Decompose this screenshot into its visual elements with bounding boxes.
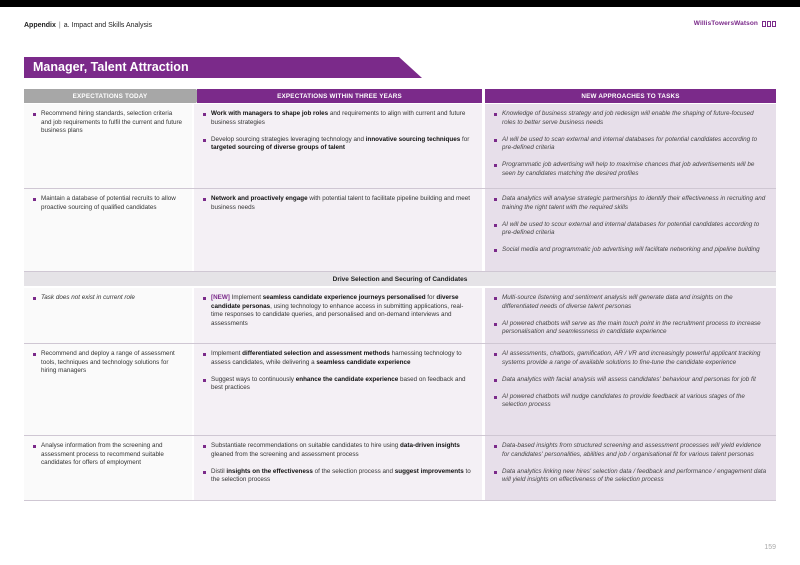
column-header-new-approaches <box>485 89 776 103</box>
list-item: AI will be used to scan external and internal databases for potential candidates according to pre-defined criteria <box>493 136 768 153</box>
body-text: for <box>425 294 437 301</box>
emphasis-text: diverse candidate personas <box>211 294 459 310</box>
cell-today <box>24 288 192 343</box>
row-divider <box>24 500 776 501</box>
list-item: AI powered chatbots will serve as the main touch point in the recruitment process to increase personalisation and seamlessness in candidate experience <box>493 320 768 337</box>
page-number: 159 <box>764 544 776 551</box>
list-item: Maintain a database of potential recruits to allow proactive sourcing of qualified candidates <box>32 195 184 212</box>
emphasis-text: differentiated selection and assessment methods <box>242 350 390 357</box>
emphasis-text: seamless candidate experience <box>316 358 411 366</box>
body-text: Develop sourcing strategies leveraging technology and <box>211 135 366 143</box>
body-text: Implement <box>211 350 243 357</box>
brand-name: WillisTowersWatson <box>693 20 758 27</box>
body-text: and requirements to align with current and future business strategies <box>211 110 466 126</box>
cell-today <box>24 436 192 500</box>
breadcrumb-subtitle: a. Impact and Skills Analysis <box>63 22 153 29</box>
list-item <box>202 195 474 212</box>
list-item <box>202 136 474 153</box>
list-item <box>202 350 474 367</box>
column-header-three-years <box>197 89 482 103</box>
page-title: Manager, Talent Attraction <box>33 60 189 74</box>
column-header-three-years-label: EXPECTATIONS WITHIN THREE YEARS <box>277 92 402 100</box>
cell-today <box>24 104 192 188</box>
breadcrumb-section: Appendix <box>24 22 56 29</box>
list-item: AI assessments, chatbots, gamification, AR / VR and increasingly powerful applicant tracking systems provide a range of available solutions to fine-tune the candidate experience <box>493 350 768 367</box>
body-text: , using technology to enhance access in submitting applications, real-time responses to candidate queries, and personalised and on-demand interviews and assessments <box>211 302 464 327</box>
column-header-today-label: EXPECTATIONS TODAY <box>72 92 148 100</box>
emphasis-text: insights on the effectiveness <box>226 467 313 475</box>
emphasis-text: innovative sourcing techniques <box>365 135 461 143</box>
top-black-bar <box>0 0 800 7</box>
new-tag: [NEW] <box>211 294 230 301</box>
emphasis-text: data-driven insights <box>400 442 460 449</box>
column-header-today <box>24 89 196 103</box>
list-item: Social media and programmatic job advertising will facilitate networking and pipeline building <box>493 246 768 255</box>
body-text: Implement <box>229 294 263 301</box>
cell-today <box>24 189 192 271</box>
emphasis-text: enhance the candidate experience <box>295 375 399 383</box>
list-item <box>202 468 474 485</box>
breadcrumb-separator: | <box>58 22 61 29</box>
body-text: of the selection process and <box>312 467 395 475</box>
list-item <box>202 294 474 328</box>
brand-mark-icon <box>762 21 776 27</box>
cell-new-approaches <box>485 288 776 343</box>
list-item <box>202 110 474 127</box>
list-item: AI will be used to scour external and internal databases for potential candidates according to pre-defined criteria <box>493 221 768 238</box>
body-text: with potential talent to facilitate pipeline building and meet business needs <box>211 195 471 211</box>
list-item: Task does not exist in current role <box>32 294 184 303</box>
emphasis-text: seamless candidate experience journeys personalised <box>262 294 426 301</box>
cell-three-years <box>194 189 482 271</box>
breadcrumb <box>24 22 152 29</box>
page-title-banner <box>24 57 422 78</box>
emphasis-text: Network and proactively engage <box>211 195 308 202</box>
cell-new-approaches <box>485 344 776 435</box>
list-item <box>202 442 474 459</box>
emphasis-text: suggest improvements <box>394 467 464 475</box>
list-item: Multi-source listening and sentiment analysis will generate data and insights on the differentiated needs of diverse talent personas <box>493 294 768 311</box>
cell-new-approaches <box>485 436 776 500</box>
body-text: Substantiate recommendations on suitable candidates to hire using <box>211 442 401 449</box>
list-item: Knowledge of business strategy and job redesign will enable the shaping of future-focused roles to better serve business needs <box>493 110 768 127</box>
cell-today <box>24 344 192 435</box>
body-text: harnessing technology to assess candidates, while delivering a <box>211 350 462 366</box>
emphasis-text: targeted sourcing of diverse groups of talent <box>211 144 346 152</box>
list-item: Programmatic job advertising will help to maximise chances that job advertisements will be seen by candidates matching the desired profiles <box>493 161 768 178</box>
body-text: to the selection process <box>211 467 471 484</box>
emphasis-text: Work with managers to shape job roles <box>211 110 329 117</box>
cell-three-years <box>194 104 482 188</box>
list-item <box>202 376 474 393</box>
cell-new-approaches <box>485 189 776 271</box>
cell-three-years <box>194 344 482 435</box>
list-item: Data analytics will analyse strategic partnerships to identify their effectiveness in recruiting and training the right talent with the required skills <box>493 195 768 212</box>
list-item: Data analytics linking new hires' selection data / feedback and performance / engagement data will yield insights on effectiveness of the selection process <box>493 468 768 485</box>
list-item: Data-based insights from structured screening and assessment processes will yield evidence for candidates' personalities, abilities and job / organisational fit for various talent personas <box>493 442 768 459</box>
cell-three-years <box>194 288 482 343</box>
brand-logo <box>694 20 776 27</box>
list-item: AI powered chatbots will nudge candidates to provide feedback at various stages of the selection process <box>493 393 768 410</box>
list-item: Recommend and deploy a range of assessment tools, techniques and technology solutions for hiring managers <box>32 350 184 376</box>
column-header-new-approaches-label: NEW APPROACHES TO TASKS <box>581 92 680 100</box>
list-item: Data analytics with facial analysis will assess candidates' behaviour and personas for job fit <box>493 376 768 385</box>
cell-new-approaches <box>485 104 776 188</box>
body-text: Distil <box>211 467 227 475</box>
body-text: for <box>460 135 470 143</box>
section-band-label: Drive Selection and Securing of Candidates <box>332 275 468 283</box>
list-item: Analyse information from the screening and assessment process to recommend suitable candidates for offers of employment <box>32 442 184 468</box>
cell-three-years <box>194 436 482 500</box>
body-text: gleaned from the screening and assessment process <box>211 450 359 458</box>
list-item: Recommend hiring standards, selection criteria and job requirements to fulfil the current and future business plans <box>32 110 184 136</box>
body-text: based on feedback and best practices <box>211 375 466 392</box>
section-band <box>24 272 776 286</box>
body-text: Suggest ways to continuously <box>211 375 296 383</box>
